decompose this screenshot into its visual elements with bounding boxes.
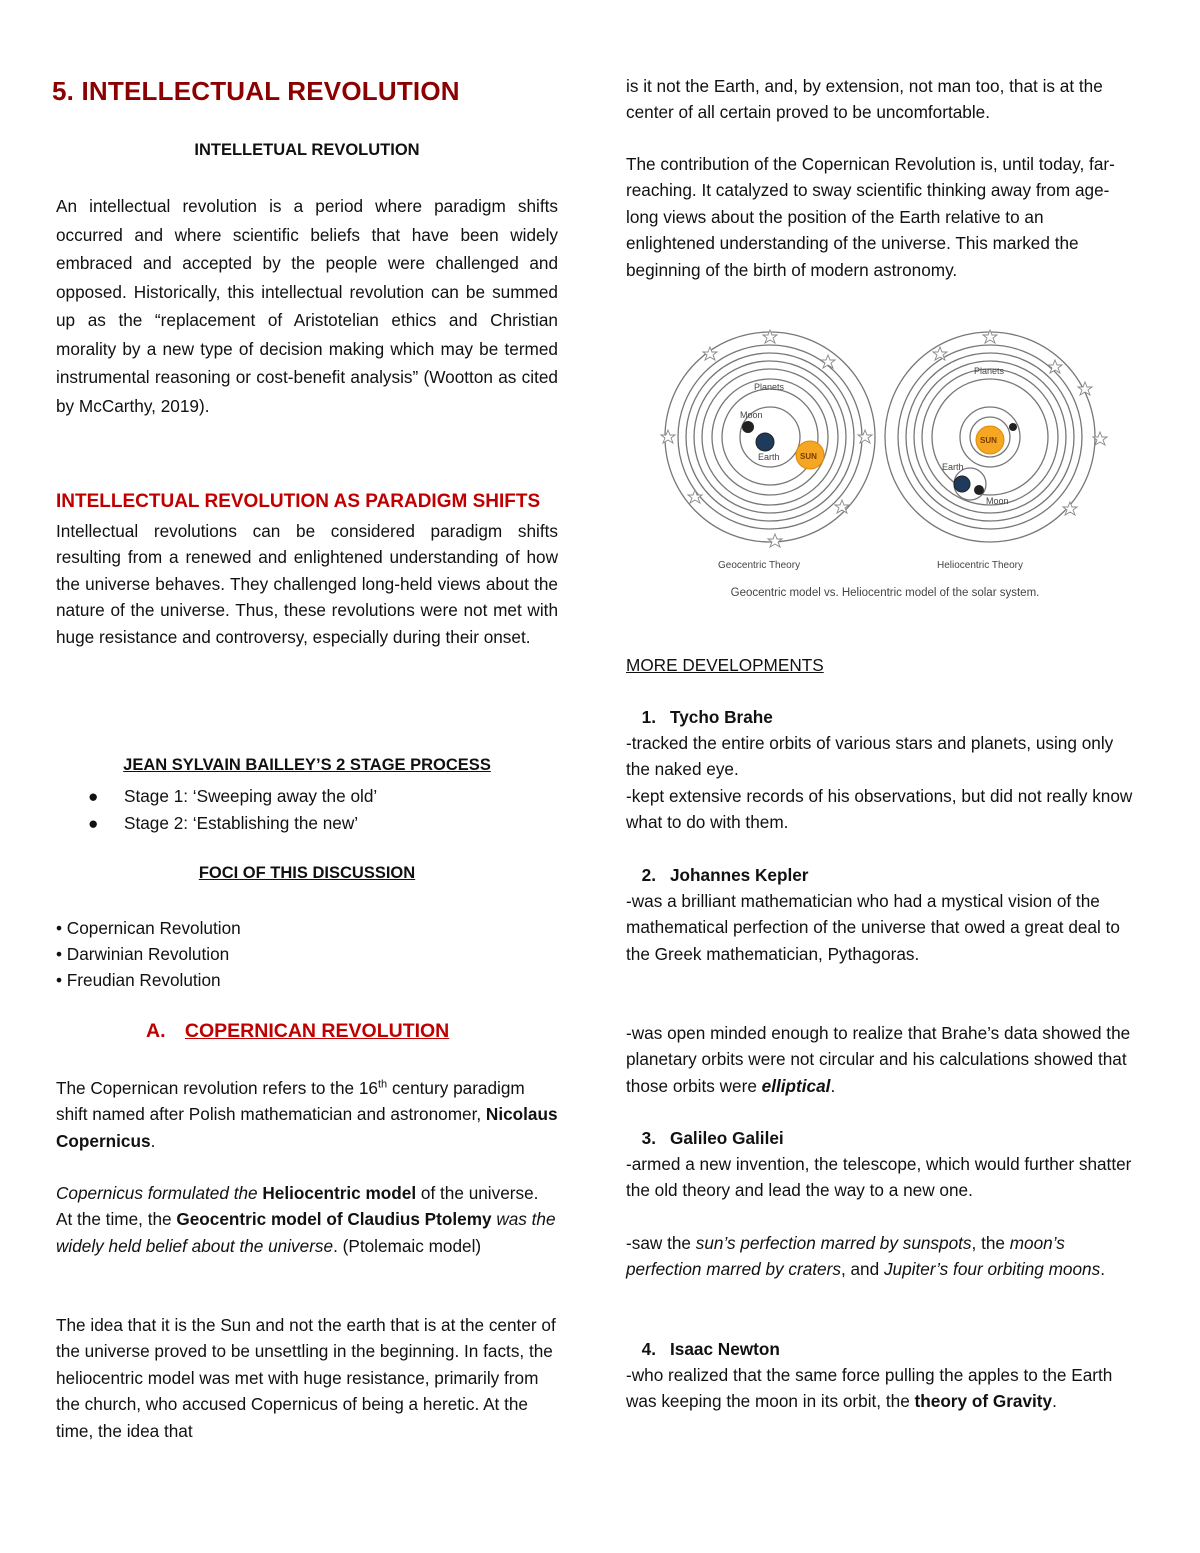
geocentric-term: Geocentric model of Claudius Ptolemy — [176, 1209, 492, 1230]
copernican-paragraph-2 — [56, 1180, 558, 1259]
kepler-line-2 — [626, 1020, 1134, 1099]
foci-item: • Darwinian Revolution — [56, 944, 230, 964]
copernican-paragraph-1 — [56, 1075, 558, 1154]
text-run: of the universe. At the time, the — [56, 1183, 539, 1230]
emphasis: elliptical — [761, 1075, 831, 1096]
list-number: 4. — [641, 1339, 656, 1359]
intro-paragraph: An intellectual revolution is a period where paradigm shifts occurred and where scientific beliefs that have been widely embraced and accepted by the people were challenged and opposed. Historically, this intellectual revolution can be summed up as the “replacement of Aristotelian ethics and Christian morality by a new type of decision making which may be termed instrumental reasoning or cost-benefit analysis” (Wootton as cited by McCarthy, 2019). — [56, 196, 558, 416]
stage-1-text: Stage 1: ‘Sweeping away the old’ — [124, 786, 378, 806]
planet-icon — [1009, 423, 1017, 431]
bullet-icon: ● — [88, 786, 99, 806]
earth-icon — [954, 476, 970, 492]
sun-label: SUN — [800, 452, 817, 461]
brahe-line-2: -kept extensive records of his observations, but did not really know what to do with them. — [626, 786, 1133, 833]
kepler-line-1: -was a brilliant mathematician who had a mystical vision of the mathematical perfection of the universe that owed a great deal to the Greek mathematician, Pythagoras. — [626, 891, 1120, 964]
copernican-heading-text: COPERNICAN REVOLUTION — [184, 1020, 450, 1042]
text-run: . — [150, 1130, 156, 1151]
copernican-paragraph-4: The contribution of the Copernican Revolution is, until today, far-reaching. It catalyzed to sway scientific thinking away from age-long views about the position of the Earth relative to an enlightened understanding of the universe. This marked the beginning of the birth of modern astronomy. — [626, 154, 1115, 280]
paradigm-heading: INTELLECTUAL REVOLUTION AS PARADIGM SHIFTS — [56, 491, 541, 512]
scientist-name: Isaac Newton — [670, 1339, 780, 1359]
planets-label: Planets — [754, 382, 785, 392]
text-run: . (Ptolemaic model) — [333, 1235, 482, 1256]
text-run: -who realized that the same force pulling the apples to the Earth was keeping the moon in its orbit, the — [626, 1365, 1113, 1412]
planets-label: Planets — [974, 366, 1005, 376]
list-number: 1. — [641, 707, 656, 727]
kepler-heading — [626, 862, 809, 888]
text-run: . — [1100, 1259, 1105, 1280]
text-run: -was open minded enough to realize that Brahe’s data showed the planetary orbits were not circular and his calculations showed that those orbits were — [626, 1023, 1131, 1096]
foci-item: • Copernican Revolution — [56, 918, 241, 938]
text-run: , and — [840, 1259, 884, 1280]
copernican-heading — [146, 1020, 449, 1043]
text-run: . — [1052, 1391, 1057, 1412]
gravity-term: theory of Gravity — [914, 1391, 1053, 1412]
galileo-heading — [626, 1125, 784, 1151]
sun-label: SUN — [980, 436, 997, 445]
brahe-heading — [626, 704, 773, 730]
scientist-name: Johannes Kepler — [670, 865, 809, 885]
moon-icon — [742, 421, 754, 433]
intro-heading: INTELLETUAL REVOLUTION — [194, 141, 420, 159]
list-number: 2. — [641, 865, 656, 885]
brahe-line-1: -tracked the entire orbits of various stars and planets, using only the naked eye. — [626, 733, 1114, 780]
text-run: century paradigm shift named after Polish mathematician and astronomer, — [56, 1078, 525, 1125]
stage-2-text: Stage 2: ‘Establishing the new’ — [124, 813, 359, 833]
newton-line-1 — [626, 1362, 1134, 1415]
earth-label: Earth — [942, 462, 964, 472]
text-run: sun’s perfection marred by sunspots — [695, 1233, 972, 1253]
text-run: was the widely held belief about the universe — [56, 1209, 556, 1256]
page-title: 5. INTELLECTUAL REVOLUTION — [52, 76, 460, 106]
copernicus-name: Nicolaus Copernicus — [56, 1104, 558, 1151]
text-run: moon’s perfection marred by craters — [626, 1233, 1065, 1280]
moon-label: Moon — [986, 496, 1009, 506]
scientist-name: Tycho Brahe — [670, 707, 773, 727]
text-run: . — [830, 1075, 836, 1096]
newton-heading — [626, 1336, 780, 1362]
copernican-paragraph-3-continued: is it not the Earth, and, by extension, not man too, that is at the center of all certain proved to be uncomfortable. — [626, 76, 1103, 123]
scientist-name: Galileo Galilei — [670, 1128, 784, 1148]
paradigm-paragraph: Intellectual revolutions can be considered paradigm shifts resulting from a renewed and enlightened understanding of how the universe behaves. They challenged long-held views about the nature of the universe. Thus, these revolutions were not met with huge resistance and controversy, especially during their onset. — [56, 521, 558, 647]
foci-heading: FOCI OF THIS DISCUSSION — [198, 864, 416, 882]
text-run: , the — [971, 1233, 1010, 1253]
text-run: The Copernican revolution refers to the 16 — [56, 1078, 378, 1098]
section-letter: A. — [146, 1020, 166, 1042]
figure-caption: Geocentric model vs. Heliocentric model of the solar system. — [730, 587, 1040, 599]
heliocentric-title: Heliocentric Theory — [937, 560, 1023, 571]
earth-icon — [756, 433, 774, 451]
text-run: Copernicus formulated the — [56, 1183, 263, 1203]
galileo-line-1: -armed a new invention, the telescope, which would further shatter the old theory and lead the way to a new one. — [626, 1154, 1132, 1201]
geocentric-title: Geocentric Theory — [718, 560, 801, 571]
moon-icon — [974, 485, 984, 495]
developments-heading: MORE DEVELOPMENTS — [626, 655, 824, 675]
earth-label: Earth — [758, 452, 780, 462]
heliocentric-term: Heliocentric model — [262, 1183, 417, 1203]
galileo-line-2 — [626, 1230, 1134, 1283]
heliocentric-diagram — [885, 330, 1107, 571]
list-number: 3. — [641, 1128, 656, 1148]
geocentric-diagram — [661, 330, 875, 571]
copernican-paragraph-3: The idea that it is the Sun and not the earth that is at the center of the universe proved to be unsettling in the beginning. In facts, the heliocentric model was met with huge resistance, primarily from the church, who accused Copernicus of being a heretic. At the time, the idea that — [56, 1315, 556, 1441]
text-run: -saw the — [626, 1233, 696, 1253]
foci-item: • Freudian Revolution — [56, 970, 221, 990]
moon-label: Moon — [740, 410, 763, 420]
superscript: th — [377, 1078, 388, 1091]
bullet-icon: ● — [88, 813, 99, 833]
solar-model-diagram — [660, 322, 1110, 612]
text-run: Jupiter’s four orbiting moons — [883, 1259, 1101, 1280]
bailley-heading: JEAN SYLVAIN BAILLEY’S 2 STAGE PROCESS — [123, 756, 491, 774]
solar-model-figure — [660, 322, 1110, 612]
